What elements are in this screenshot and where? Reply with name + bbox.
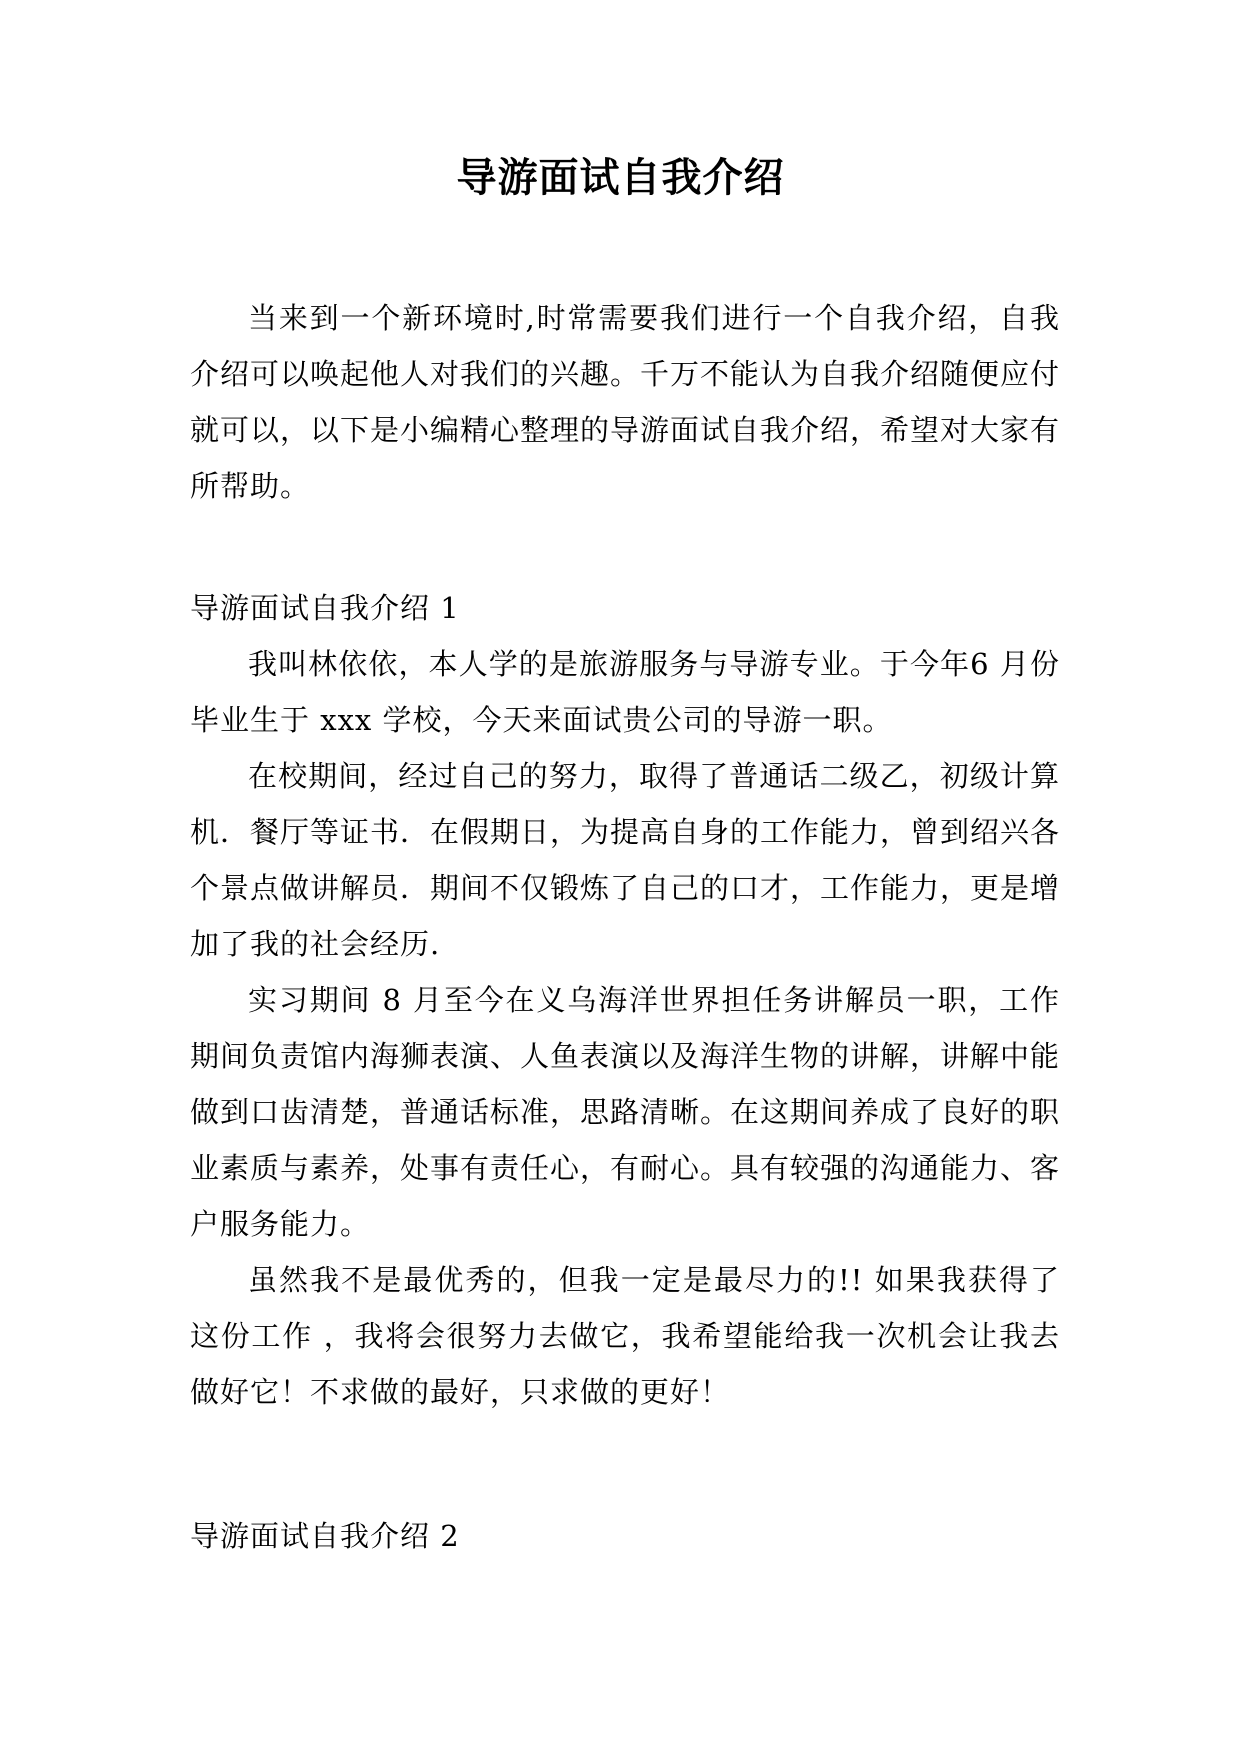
section-1-heading: 导游面试自我介绍 1 bbox=[190, 591, 460, 625]
section-1-paragraph-1: 我叫林依依，本人学的是旅游服务与导游专业。于今年6 月份毕业生于 xxx 学校，今天来面试贵公司的导游一职。 bbox=[190, 647, 1060, 737]
section-2-heading: 导游面试自我介绍 2 bbox=[190, 1519, 460, 1553]
intro-section bbox=[190, 290, 1060, 514]
intro-paragraph: 当来到一个新环境时,时常需要我们进行一个自我介绍，自我介绍可以唤起他人对我们的兴趣。千万不能认为自我介绍随便应付就可以，以下是小编精心整理的导游面试自我介绍，希望对大家有所帮助。 bbox=[190, 301, 1061, 503]
section-1-paragraph-3: 实习期间 8 月至今在义乌海洋世界担任务讲解员一职，工作期间负责馆内海狮表演、人鱼表演以及海洋生物的讲解，讲解中能做到口齿清楚，普通话标准，思路清晰。在这期间养成了良好的职业素质与素养，处事有责任心，有耐心。具有较强的沟通能力、客户服务能力。 bbox=[190, 983, 1061, 1241]
document-title: 导游面试自我介绍 bbox=[456, 155, 785, 201]
section-1 bbox=[190, 580, 1060, 1420]
section-1-paragraph-2: 在校期间，经过自己的努力，取得了普通话二级乙，初级计算机．餐厅等证书．在假期日，为提高自身的工作能力，曾到绍兴各个景点做讲解员．期间不仅锻炼了自己的口才，工作能力，更是增加了我的社会经历. bbox=[190, 759, 1061, 961]
section-1-paragraph-4: 虽然我不是最优秀的，但我一定是最尽力的!! 如果我获得了这份工作 ，我将会很努力去做它，我希望能给我一次机会让我去做好它！不求做的最好，只求做的更好！ bbox=[190, 1263, 1060, 1409]
section-2 bbox=[190, 1508, 1060, 1564]
